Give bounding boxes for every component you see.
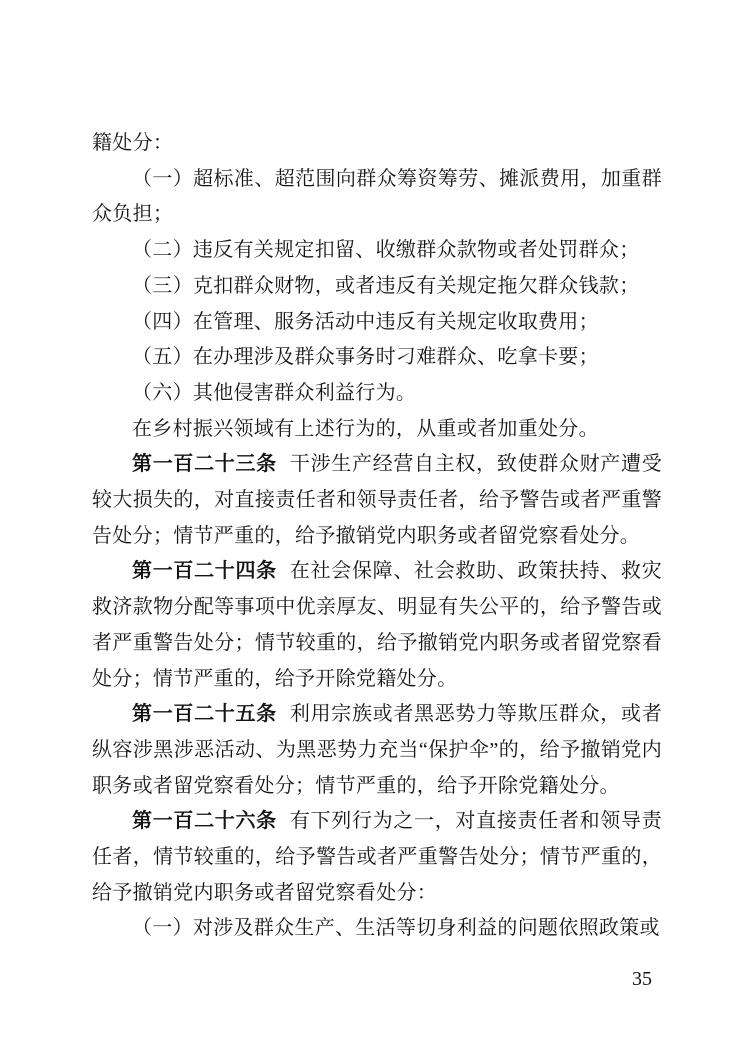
article-number: 第一百二十三条 [132, 453, 277, 476]
paragraph-text: （六）其他侵害群众利益行为。 [132, 381, 417, 404]
list-item-4 [92, 305, 662, 341]
paragraph-continuation [92, 126, 662, 162]
paragraph-text: （一）超标准、超范围向群众筹资筹劳、摊派费用，加重群众负担； [92, 167, 662, 226]
paragraph-text: （四）在管理、服务活动中违反有关规定收取费用； [132, 310, 599, 333]
article-number: 第一百二十六条 [132, 810, 277, 833]
paragraph-rural-revitalization [92, 412, 662, 448]
article-123 [92, 447, 662, 554]
article-text: 有下列行为之一，对直接责任者和领导责任者，情节较重的，给予警告或者严重警告处分；情节严重的，给予撤销党内职务或者留党察看处分： [92, 810, 662, 904]
article-text: 干涉生产经营自主权，致使群众财产遭受较大损失的，对直接责任者和领导责任者，给予警告或者严重警告处分；情节严重的，给予撤销党内职务或者留党察看处分。 [92, 453, 662, 547]
article-text: 在社会保障、社会救助、政策扶持、救灾救济款物分配等事项中优亲厚友、明显有失公平的，给予警告或者严重警告处分；情节较重的，给予撤销党内职务或者留党察看处分；情节严重的，给予开除党籍处分。 [92, 560, 662, 690]
article-number: 第一百二十四条 [132, 560, 277, 583]
paragraph-text: 籍处分： [92, 132, 174, 154]
list-item-5 [92, 340, 662, 376]
paragraph-text: （一）对涉及群众生产、生活等切身利益的问题依照政策或 [132, 917, 660, 940]
article-number: 第一百二十五条 [132, 703, 277, 726]
paragraph-text: （三）克扣群众财物，或者违反有关规定拖欠群众钱款； [132, 274, 640, 297]
list-item-6 [92, 376, 662, 412]
paragraph-text: 在乡村振兴领域有上述行为的，从重或者加重处分。 [132, 417, 599, 440]
list-item-1-article-126 [92, 911, 662, 947]
list-item-1 [92, 162, 662, 233]
list-item-2 [92, 233, 662, 269]
article-text: 利用宗族或者黑恶势力等欺压群众，或者纵容涉黑涉恶活动、为黑恶势力充当“保护伞”的，给予撤销党内职务或者留党察看处分；情节严重的，给予开除党籍处分。 [92, 703, 662, 797]
list-item-3 [92, 269, 662, 305]
page-number: 35 [632, 968, 652, 990]
paragraph-text: （五）在办理涉及群众事务时刁难群众、吃拿卡要； [132, 346, 599, 369]
paragraph-text: （二）违反有关规定扣留、收缴群众款物或者处罚群众； [132, 239, 640, 262]
article-125 [92, 697, 662, 804]
document-body [92, 126, 662, 947]
article-124 [92, 554, 662, 697]
article-126 [92, 804, 662, 911]
